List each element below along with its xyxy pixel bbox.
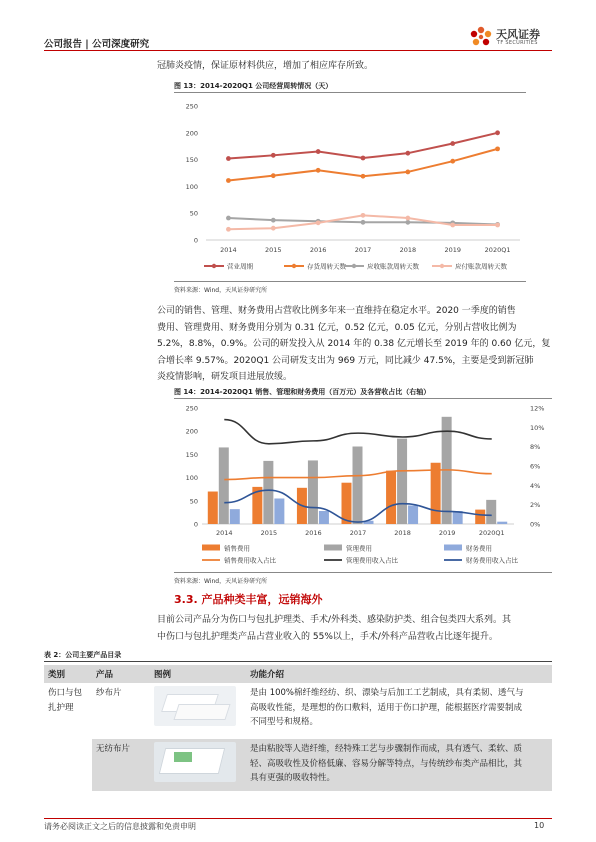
data-point: [405, 151, 410, 156]
product-name: 无纺布片: [92, 739, 150, 791]
x-tick-label: 2019: [438, 529, 456, 537]
table-title-rule: [44, 661, 552, 662]
x-tick-label: 2017: [349, 529, 367, 537]
bar: [386, 471, 396, 524]
footer-divider: [44, 818, 552, 819]
data-point: [361, 156, 366, 161]
product-image-cell: [150, 739, 246, 791]
x-tick-label: 2015: [260, 529, 278, 537]
x-tick-label: 2014: [216, 529, 233, 537]
y2-tick-label: 10%: [530, 423, 545, 432]
legend-swatch: [202, 545, 220, 551]
y2-tick-label: 2%: [530, 501, 541, 510]
bar: [431, 463, 441, 524]
data-point: [271, 218, 276, 223]
paragraph-line: 中伤口与包扎护理类产品占营业收入的 55%以上，手术/外科产品营收占比逐年提升。: [157, 631, 498, 642]
x-tick-label: 2018: [399, 246, 417, 254]
data-point: [361, 213, 366, 218]
x-tick-label: 2016: [305, 529, 322, 537]
series-line: [228, 133, 497, 159]
bar: [219, 447, 229, 524]
y-tick-label: 200: [185, 129, 198, 138]
figure13-title-rule: [174, 92, 526, 93]
data-point: [450, 223, 455, 228]
x-tick-label: 2015: [265, 246, 282, 254]
description-line: 具有更强的吸收特性。: [250, 773, 336, 783]
data-point: [271, 226, 276, 231]
data-point: [495, 146, 500, 151]
figure13-source: 资料来源：Wind，天风证券研究所: [174, 287, 268, 294]
figure13-title: 图 13：2014-2020Q1 公司经营周转情况（天）: [174, 82, 333, 90]
data-point: [271, 153, 276, 158]
figure14-bottom-rule: [174, 572, 552, 573]
paragraph-line: 目前公司产品分为伤口与包扎护理类、手术/外科类、感染防护类、组合包类四大系列。其: [157, 615, 512, 625]
category-line: 扎护理: [48, 702, 74, 713]
category-line: 伤口与包: [48, 688, 83, 698]
description-line: 高吸收性能，是理想的伤口敷料，适用于伤口护理，能根据医疗需要制成: [250, 702, 523, 713]
y2-tick-label: 12%: [530, 404, 545, 413]
y-tick-label: 0: [193, 520, 198, 529]
bar: [230, 509, 240, 524]
bar: [397, 439, 407, 524]
figure13-bottom-rule: [174, 281, 526, 282]
paragraph-expenses: [157, 303, 557, 386]
x-tick-label: 2014: [220, 246, 237, 254]
legend-swatch: [324, 545, 342, 551]
y-tick-label: 50: [189, 209, 198, 218]
x-tick-label: 2017: [354, 246, 372, 254]
y-tick-label: 150: [185, 450, 198, 459]
col-header-product: 产品: [92, 665, 150, 683]
description-line: 是由粘胶等人造纤维，经特殊工艺与步骤制作而成，具有透气、柔软、质: [250, 744, 523, 754]
data-point: [226, 227, 231, 232]
report-header-label: 公司报告 | 公司深度研究: [44, 39, 150, 50]
y-tick-label: 100: [185, 474, 198, 483]
x-tick-label: 2018: [394, 529, 411, 537]
y-tick-label: 100: [185, 182, 198, 191]
bar: [342, 483, 352, 524]
legend-marker: [440, 264, 444, 268]
y-tick-label: 250: [185, 404, 198, 413]
paragraph-line: 公司的销售、管理、财务费用占营收比例多年来一直维持在稳定水平。2020 一季度的销售: [157, 306, 516, 316]
legend-marker: [212, 264, 216, 268]
data-point: [405, 220, 410, 225]
bar: [208, 492, 218, 524]
description-line: 轻、高吸收性及价格低廉、容易分解等特点，与传统纱布类产品相比，其: [250, 758, 523, 769]
data-point: [226, 156, 231, 161]
data-point: [316, 149, 321, 154]
bar: [475, 510, 485, 524]
legend-label: 财务费用收入占比: [466, 556, 518, 565]
data-point: [495, 223, 500, 228]
product-description: [246, 739, 552, 791]
description-line: 不同型号和规格。: [250, 717, 319, 727]
paragraph-line: 5.2%，8.8%，0.9%。公司的研发投入从 2014 年的 0.38 亿元增长至 2019 年的 0.60 亿元，复: [157, 339, 551, 349]
data-point: [226, 216, 231, 221]
product-description: [246, 683, 552, 739]
header-divider: [44, 50, 552, 51]
table-row: [44, 739, 552, 791]
bar: [308, 460, 318, 524]
nonwoven-pad-image: [154, 742, 236, 782]
y2-tick-label: 6%: [530, 462, 541, 471]
data-point: [405, 216, 410, 221]
data-point: [316, 168, 321, 173]
page-number: 10: [534, 821, 545, 830]
data-point: [316, 220, 321, 225]
paragraph-line: 合增长率 9.57%。2020Q1 公司研发支出为 969 万元，同比减少 47.5%，主要是受到新冠肺: [157, 355, 534, 366]
bar: [497, 522, 507, 524]
bar: [408, 505, 418, 524]
figure14-title: 图 14：2014-2020Q1 销售、管理和财务费用（百万元）及各营收占比（右轴）: [174, 388, 431, 396]
product-image-cell: [150, 683, 246, 739]
legend-marker: [292, 264, 296, 268]
data-point: [361, 220, 366, 225]
legend-label: 财务费用: [466, 544, 492, 553]
data-point: [495, 130, 500, 135]
data-point: [361, 174, 366, 179]
x-tick-label: 2016: [309, 246, 327, 254]
x-tick-label: 2020Q1: [478, 529, 505, 537]
intro-text: 冠肺炎疫情，保证原材料供应，增加了相应库存所致。: [157, 61, 374, 71]
logo-subtext: TF SECURITIES: [497, 40, 538, 46]
bar: [263, 461, 273, 524]
figure14-chart: [174, 400, 552, 570]
y-tick-label: 200: [185, 427, 198, 436]
col-header-image: 图例: [150, 665, 246, 683]
y2-tick-label: 8%: [530, 443, 541, 452]
paragraph-line: 费用、管理费用、财务费用分别为 0.31 亿元，0.52 亿元，0.05 亿元，分别占营收比例为: [157, 322, 517, 333]
col-header-category: 类别: [44, 665, 92, 683]
y2-tick-label: 4%: [530, 481, 541, 490]
legend-marker: [352, 264, 356, 268]
gauze-pad-image: [154, 686, 236, 726]
legend-label: 存货周转天数: [307, 262, 346, 271]
table-title: 表 2：公司主要产品目录: [44, 651, 122, 659]
product-table: [44, 665, 552, 791]
x-tick-label: 2020Q1: [484, 246, 511, 254]
legend-label: 销售费用: [224, 544, 250, 553]
y-tick-label: 150: [185, 156, 198, 165]
col-header-function: 功能介绍: [246, 665, 552, 683]
section-heading: 3.3. 产品种类丰富，远销海外: [174, 593, 323, 606]
tf-logo-icon: [468, 24, 494, 50]
bar: [353, 447, 363, 524]
data-point: [405, 170, 410, 175]
description-line: 是由 100%棉纤维经纺、织、漂染与后加工工艺制成，具有柔韧、透气与: [250, 688, 524, 698]
figure14-title-rule: [174, 398, 552, 399]
logo-text: 天风证券: [496, 28, 540, 41]
x-tick-label: 2019: [444, 246, 461, 254]
y-tick-label: 50: [189, 497, 198, 506]
footer-disclaimer: 请务必阅读正文之后的信息披露和免责申明: [44, 822, 196, 831]
bar: [274, 498, 284, 524]
product-name: 纱布片: [96, 688, 122, 698]
legend-label: 应收账款周转天数: [367, 262, 419, 271]
data-point: [271, 173, 276, 178]
figure14-source: 资料来源：Wind，天风证券研究所: [174, 578, 268, 585]
legend-label: 营业周期: [227, 262, 253, 271]
y2-tick-label: 0%: [530, 520, 541, 529]
legend-label: 管理费用: [346, 544, 372, 553]
legend-label: 应付账款周转天数: [455, 262, 507, 271]
paragraph-products: [157, 612, 557, 645]
y-tick-label: 0: [193, 236, 198, 245]
bar: [486, 500, 496, 524]
figure13-chart: [174, 94, 526, 278]
y-tick-label: 250: [185, 102, 198, 111]
data-point: [450, 159, 455, 164]
bar: [319, 511, 329, 524]
table-row: [44, 683, 552, 739]
legend-swatch: [444, 545, 462, 551]
category-cell: [44, 683, 92, 791]
legend-label: 销售费用收入占比: [224, 556, 276, 565]
legend-label: 管理费用收入占比: [346, 556, 398, 565]
table-header-row: [44, 665, 552, 683]
paragraph-line: 炎疫情影响，研发项目进展放缓。: [157, 372, 293, 382]
data-point: [450, 141, 455, 146]
data-point: [226, 178, 231, 183]
